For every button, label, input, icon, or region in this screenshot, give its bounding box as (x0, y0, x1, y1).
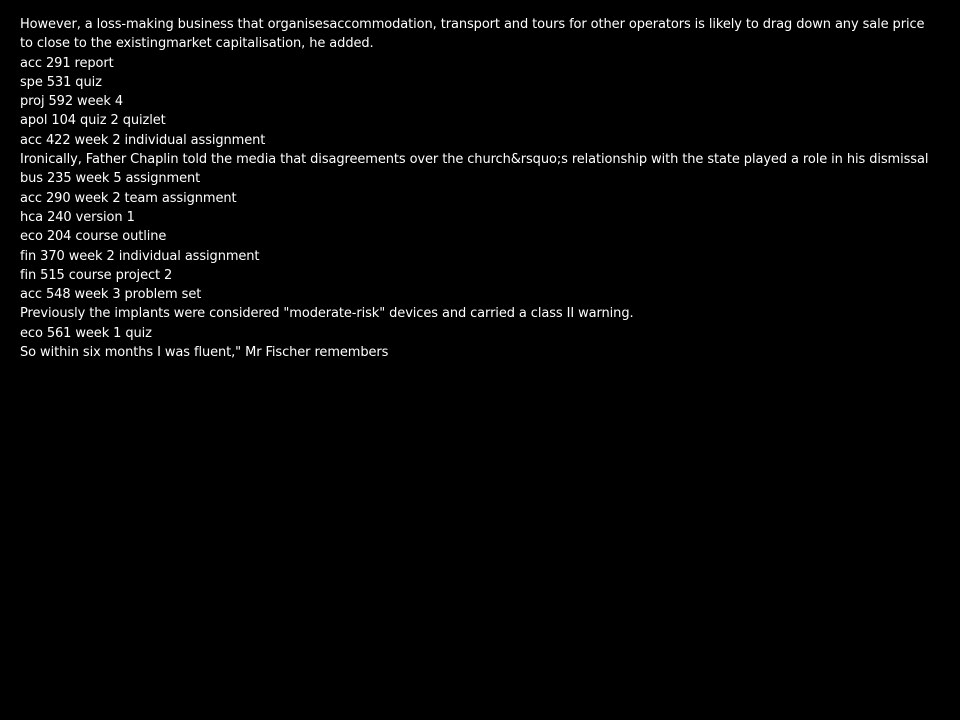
line-proj-592-week-4: proj 592 week 4 (20, 94, 124, 110)
line-acc-548-problem-set: acc 548 week 3 problem set (20, 287, 202, 303)
paragraph-implants: Previously the implants were considered "moderate-risk" devices and carried a class II warning. (20, 306, 634, 322)
paragraph-sale-price: However, a loss-making business that organisesaccommodation, transport and tours for other operators is likely to drag down any sale price to close to the existingmarket capitalisation, he added. (20, 17, 925, 52)
line-apol-104-quiz: apol 104 quiz 2 quizlet (20, 113, 166, 129)
paragraph-father-chaplin: Ironically, Father Chaplin told the media that disagreements over the church&rsquo;s relationship with the state played a role in his dismissal (20, 152, 929, 168)
line-hca-240-version-1: hca 240 version 1 (20, 209, 135, 225)
line-acc-290-team-assignment: acc 290 week 2 team assignment (20, 190, 237, 206)
paragraph-fischer-quote: So within six months I was fluent," Mr Fischer remembers (20, 345, 389, 361)
line-acc-422-assignment: acc 422 week 2 individual assignment (20, 132, 266, 148)
line-spe-531-quiz: spe 531 quiz (20, 74, 102, 90)
line-bus-235-assignment: bus 235 week 5 assignment (20, 171, 201, 187)
line-eco-561-quiz: eco 561 week 1 quiz (20, 325, 152, 341)
line-fin-370-assignment: fin 370 week 2 individual assignment (20, 248, 260, 264)
line-eco-204-course-outline: eco 204 course outline (20, 229, 167, 245)
text-document (20, 15, 940, 362)
line-fin-515-course-project: fin 515 course project 2 (20, 267, 173, 283)
line-acc-291-report: acc 291 report (20, 55, 114, 71)
